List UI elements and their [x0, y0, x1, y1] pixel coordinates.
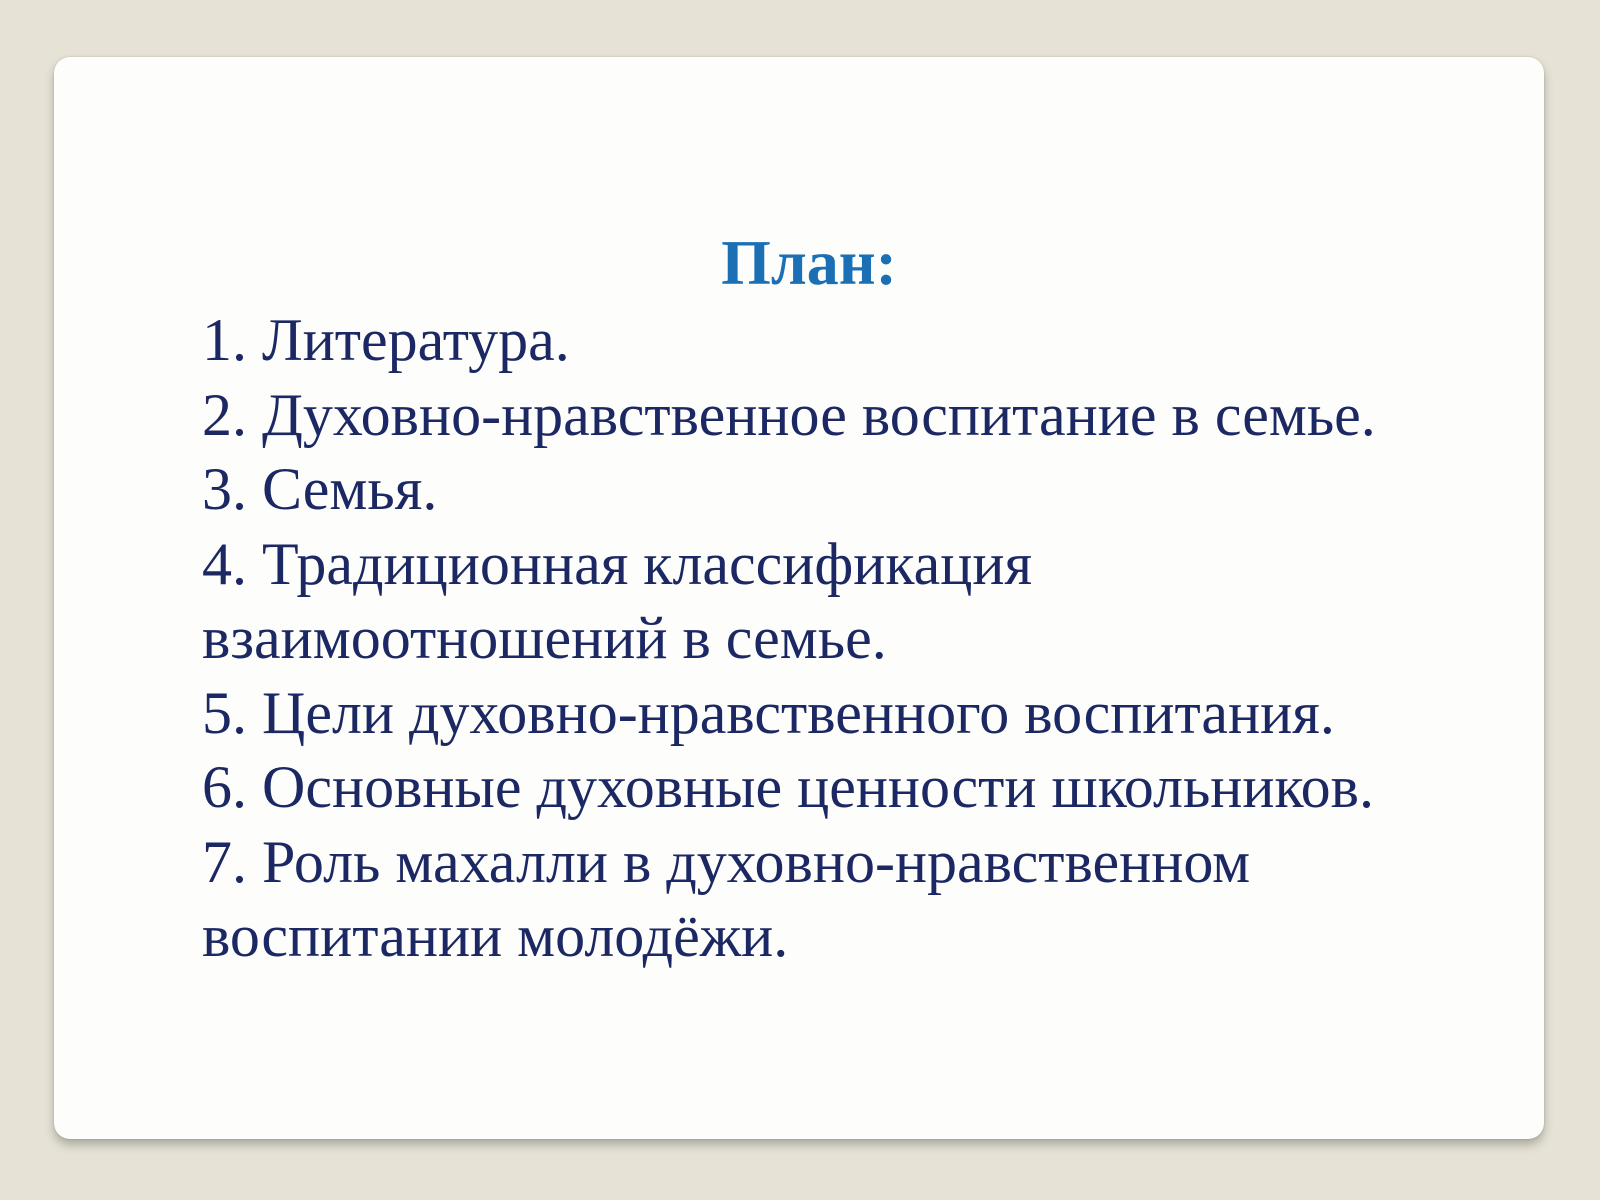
- plan-item-6: 6. Основные духовные ценности школьников.: [202, 754, 1374, 820]
- plan-list: [202, 303, 1502, 974]
- plan-item-2: 2. Духовно-нравственное воспитание в семье.: [202, 381, 1376, 448]
- slide-title: План:: [721, 227, 897, 298]
- slide-card: [54, 57, 1544, 1139]
- plan-item-5: 5. Цели духовно-нравственного воспитания.: [202, 679, 1335, 746]
- plan-item-1: 1. Литература.: [202, 307, 570, 373]
- plan-item-7: 7. Роль махалли в духовно-нравственном воспитании молодёжи.: [202, 828, 1251, 969]
- plan-item-4: 4. Традиционная классификация взаимоотношений в семье.: [202, 530, 1033, 671]
- plan-item-3: 3. Семья.: [202, 456, 438, 522]
